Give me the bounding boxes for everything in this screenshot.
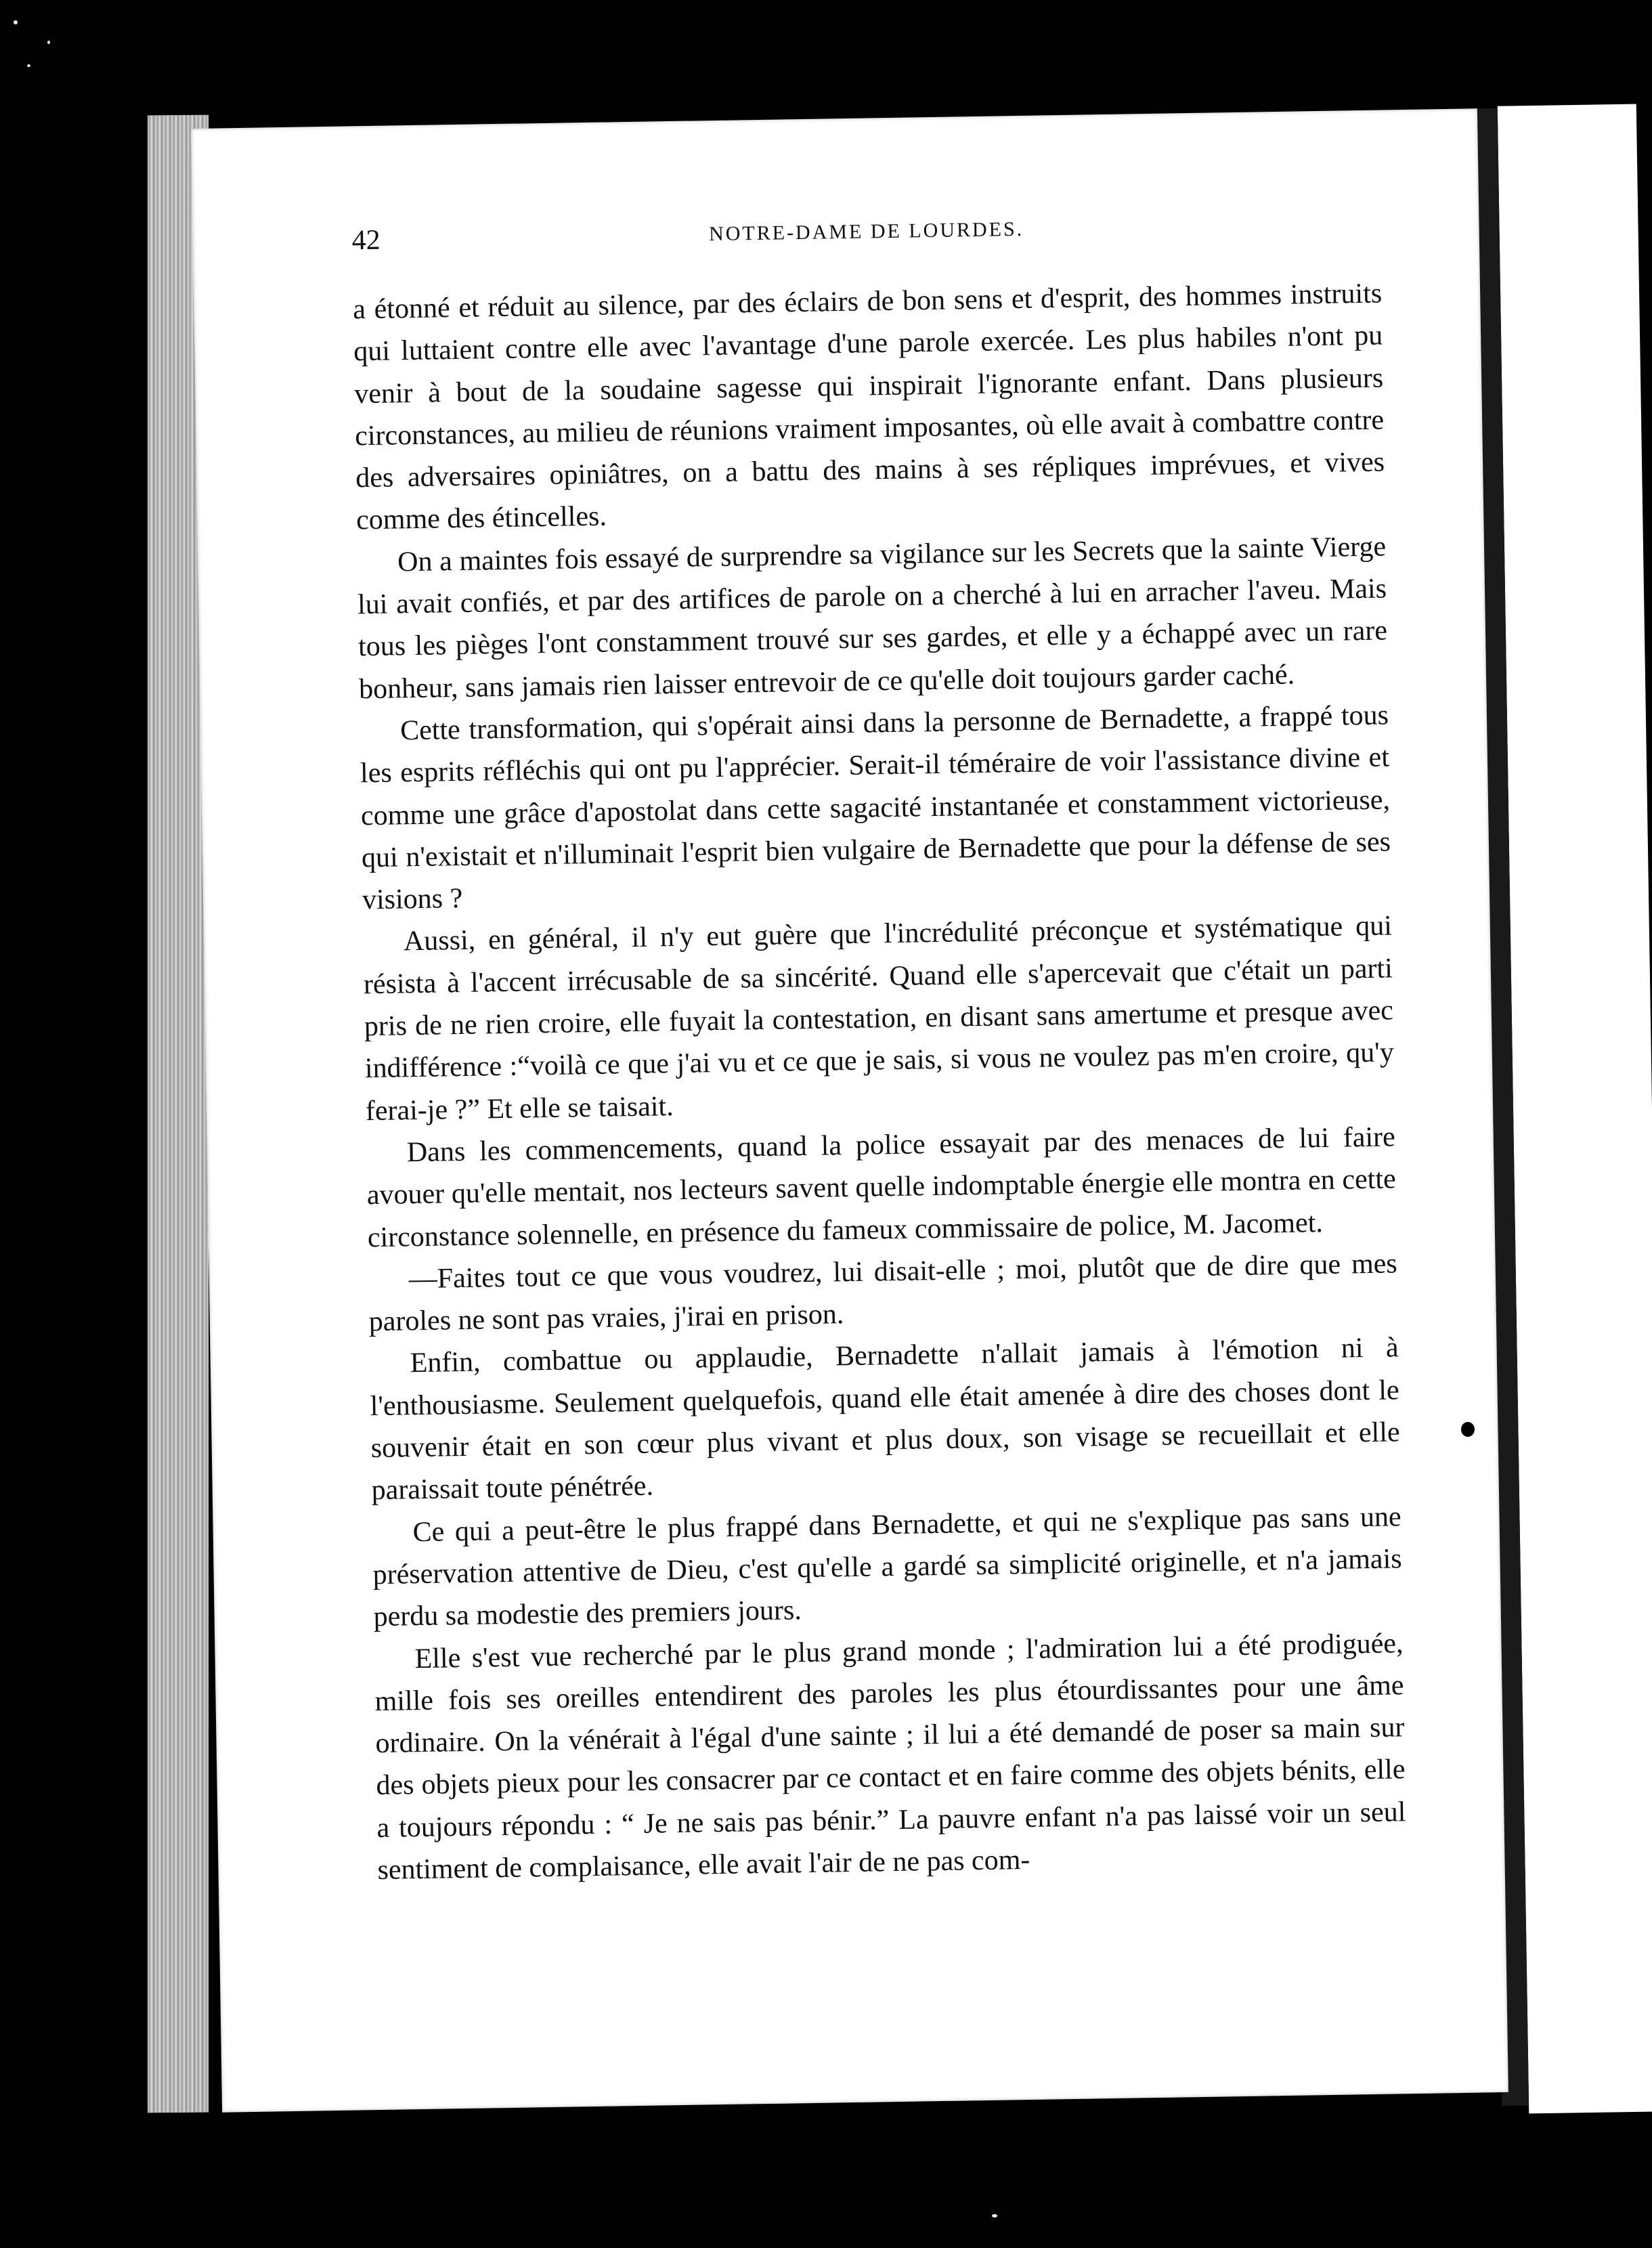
dust-speck [14,20,18,24]
ink-dot [1461,1422,1475,1437]
paragraph: —Faites tout ce que vous voudrez, lui disait-elle ; moi, plutôt que de dire que mes paroles ne sont pas vraies, j'irai en prison. [368,1248,1398,1338]
paragraph: Cette transformation, qui s'opérait ainsi dans la personne de Bernadette, a frappé tous les esprits réfléchis qui ont pu l'apprécier. Serait-il téméraire de voir l'assistance divine et comme une grâce d'apostolat dans cette sagacité instantanée et constamment victorieuse, qui n'existait et n'illuminait l'esprit bien vulgaire de Bernadette que pour la défense de ses visions ? [360,699,1391,916]
dust-speck [992,2214,997,2218]
body-text [353,273,1407,1892]
paragraph: Ce qui a peut-être le plus frappé dans Bernadette, et qui ne s'explique pas sans une préservation attentive de Dieu, c'est qu'elle a gardé sa simplicité originelle, et n'a jamais perdu sa modestie des premiers jours. [372,1500,1402,1633]
paragraph: Elle s'est vue recherché par le plus grand monde ; l'admiration lui a été prodiguée, mille fois ses oreilles entendirent des paroles les plus étourdissantes pour une âme ordinaire. On la vénérait à l'égal d'une sainte ; il lui a été demandé de poser sa main sur des objets pieux pour les consacrer par ce contact et en faire comme des objets bénits, elle a toujours répondu : “ Je ne sais pas bénir.” La pauvre enfant n'a pas laissé voir un seul sentiment de complaisance, elle avait l'air de ne pas com- [374,1627,1406,1886]
page-header [351,209,1381,272]
paragraph: Enfin, combattue ou applaudie, Bernadette n'allait jamais à l'émotion ni à l'enthousiasme. Seulement quelquefois, quand elle était amenée à dire des choses dont le souvenir était en son cœur plus vivant et plus doux, son visage se recueillait et elle paraissait toute pénétrée. [370,1332,1400,1507]
dust-speck [47,41,50,44]
dust-speck [27,64,30,67]
running-title: NOTRE-DAME DE LOURDES. [708,217,1024,246]
paragraph: Dans les commencements, quand la police essayait par des menaces de lui faire avouer qu'elle mentait, nos lecteurs savent quelle indomptable énergie elle montra en cette circonstance solennelle, en présence du fameux commissaire de police, M. Jacomet. [366,1121,1397,1253]
book-page [191,108,1508,2112]
paragraph: On a maintes fois essayé de surprendre sa vigilance sur les Secrets que la sainte Vierge lui avait confiés, et par des artifices de parole on a cherché à lui en arracher l'aveu. Mais tous les pièges l'ont constamment trouvé sur ses gardes, et elle y a échappé avec un rare bonheur, sans jamais rien laisser entrevoir de ce qu'elle doit toujours garder caché. [357,531,1388,705]
page-number: 42 [351,224,381,257]
paragraph: Aussi, en général, il n'y eut guère que l'incrédulité préconçue et systématique qui résista à l'accent irrécusable de sa sincérité. Quand elle s'apercevait que c'était un parti pris de ne rien croire, elle fuyait la contestation, en disant sans amertume et presque avec indifférence :“voilà ce que j'ai vu et ce que je sais, si vous ne voulez pas m'en croire, qu'y ferai-je ?” Et elle se taisait. [363,910,1395,1127]
paragraph: a étonné et réduit au silence, par des éclairs de bon sens et d'esprit, des hommes instruits qui luttaient contre elle avec l'avantage d'une parole exercée. Les plus habiles n'ont pu venir à bout de la soudaine sagesse qui inspirait l'ignorante enfant. Dans plusieurs circonstances, au milieu de réunions vraiment imposantes, où elle avait à combattre contre des adversaires opiniâtres, on a battu des mains à ses répliques imprévues, et vives comme des étincelles. [352,278,1385,536]
